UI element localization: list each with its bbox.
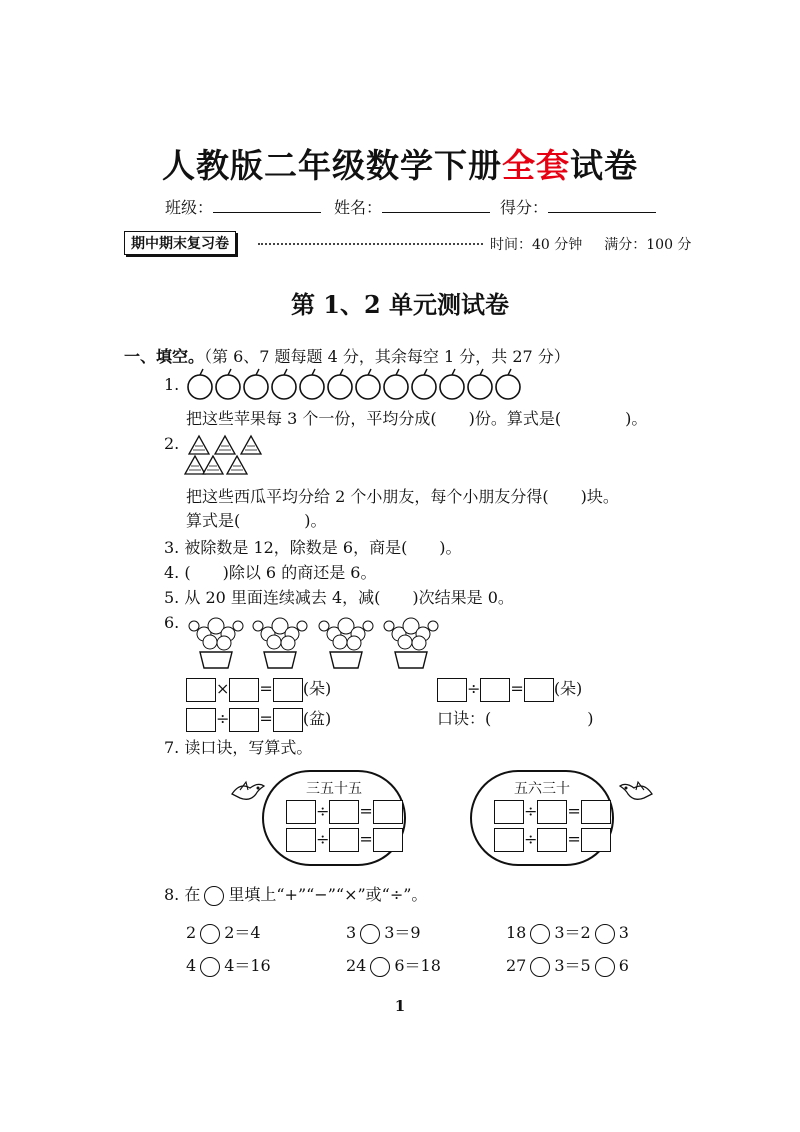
answer-box[interactable]: [273, 678, 303, 702]
answer-box[interactable]: [494, 800, 524, 824]
dotted-divider: [258, 243, 483, 245]
q8-rest: 里填上“+”“−”“×”或“÷”。: [228, 885, 428, 904]
answer-box[interactable]: [229, 708, 259, 732]
q4-text: 4. ( )除以 6 的商还是 6。: [164, 563, 377, 582]
watermelon-slice-icon: [185, 456, 205, 474]
operand: 4＝16: [224, 956, 271, 975]
operand: 3: [618, 923, 629, 942]
apple-icon: [300, 369, 324, 399]
bird-icon: [228, 776, 268, 806]
operand: 18: [506, 923, 527, 942]
watermelon-slice-icon: [189, 436, 209, 454]
answer-box[interactable]: [537, 828, 567, 852]
apple-icon: [216, 369, 240, 399]
equals-sign: =: [359, 801, 373, 821]
time-label: 时间：40 分钟: [490, 237, 583, 253]
time-info: [490, 234, 691, 254]
unit-subtitle: 第 1、2 单元测试卷: [290, 290, 510, 319]
q1-number: 1.: [164, 375, 180, 394]
q8-lead: 8. 在: [164, 885, 201, 904]
operand: 3＝2: [554, 923, 591, 942]
answer-box[interactable]: [524, 678, 554, 702]
q3-text: 3. 被除数是 12，除数是 6，商是( )。: [164, 538, 462, 557]
answer-box[interactable]: [286, 800, 316, 824]
flowerpot-icon: [384, 618, 438, 668]
flowerpots-illustration: [186, 612, 446, 670]
answer-circle[interactable]: [200, 924, 220, 944]
answer-box[interactable]: [186, 678, 216, 702]
apple-icon: [188, 369, 212, 399]
answer-box[interactable]: [329, 800, 359, 824]
answer-box[interactable]: [373, 828, 403, 852]
operand: 3: [346, 923, 357, 942]
title-main: 人教版二年级数学下册: [162, 146, 502, 185]
full-score-label: 满分：100 分: [604, 237, 692, 253]
operand: 2＝4: [224, 923, 261, 942]
rhyme-cloud: [262, 770, 406, 866]
watermelon-slice-icon: [215, 436, 235, 454]
divide-sign: ÷: [316, 829, 330, 849]
watermelon-slice-icon: [203, 456, 223, 474]
answer-box[interactable]: [186, 708, 216, 732]
q6-equation-divide-pot: [186, 706, 331, 732]
operand: 3＝9: [384, 923, 421, 942]
answer-box[interactable]: [273, 708, 303, 732]
divide-sign: ÷: [216, 709, 230, 728]
apple-icon: [328, 369, 352, 399]
page-number: 1: [394, 997, 406, 1015]
q6-equation-multiply: [186, 676, 331, 702]
apple-icon: [244, 369, 268, 399]
equals-sign: =: [567, 801, 581, 821]
equals-sign: =: [359, 829, 373, 849]
rhyme-text: 五六三十: [514, 781, 570, 797]
apple-icon: [496, 369, 520, 399]
flowerpot-icon: [189, 618, 243, 668]
cloud-equation: [286, 828, 404, 852]
class-blank[interactable]: [213, 198, 321, 213]
rhyme-cloud: [470, 770, 614, 866]
answer-box[interactable]: [494, 828, 524, 852]
answer-box[interactable]: [286, 828, 316, 852]
answer-circle[interactable]: [595, 957, 615, 977]
bird-icon: [614, 776, 656, 806]
unit-flower: (朵): [553, 679, 583, 698]
score-field: [500, 195, 656, 218]
title-end: 试卷: [570, 146, 638, 185]
watermelons-illustration: [183, 432, 273, 478]
q1-text: 把这些苹果每 3 个一份，平均分成( )份。算式是( )。: [186, 409, 648, 428]
cloud-equation: [494, 828, 612, 852]
q5-text: 5. 从 20 里面连续减去 4，减( )次结果是 0。: [164, 588, 514, 607]
answer-circle[interactable]: [530, 957, 550, 977]
q8-text: [164, 884, 427, 906]
multiply-sign: ×: [216, 679, 230, 698]
q8-item: [506, 955, 629, 977]
blank-circle: [204, 886, 224, 906]
equals-sign: =: [259, 679, 273, 698]
flowerpot-icon: [319, 618, 373, 668]
q2-text-1: 把这些西瓜平均分给 2 个小朋友，每个小朋友分得( )块。: [186, 487, 619, 506]
operand: 6＝18: [394, 956, 441, 975]
section-note: （第 6、7 题每题 4 分，其余每空 1 分，共 27 分）: [204, 347, 570, 366]
operand: 27: [506, 956, 527, 975]
operand: 6: [618, 956, 629, 975]
class-field: [165, 195, 321, 218]
name-label: 姓名：: [334, 198, 383, 217]
apple-icon: [468, 369, 492, 399]
divide-sign: ÷: [316, 801, 330, 821]
operand: 24: [346, 956, 367, 975]
equals-sign: =: [510, 679, 524, 698]
q8-item: [506, 922, 629, 944]
divide-sign: ÷: [524, 829, 538, 849]
name-field: [334, 195, 490, 218]
answer-circle[interactable]: [370, 957, 390, 977]
flowerpot-icon: [253, 618, 307, 668]
answer-box[interactable]: [537, 800, 567, 824]
name-blank[interactable]: [382, 198, 490, 213]
answer-box[interactable]: [373, 800, 403, 824]
section-title: 一、填空。: [124, 347, 205, 366]
apple-icon: [356, 369, 380, 399]
answer-box[interactable]: [329, 828, 359, 852]
answer-box[interactable]: [480, 678, 510, 702]
q6-formula: 口诀：( ): [437, 709, 594, 728]
q6-number: 6.: [164, 613, 180, 632]
answer-circle[interactable]: [200, 957, 220, 977]
unit-flower: (朵): [302, 679, 332, 698]
q8-item: [186, 955, 271, 977]
answer-circle[interactable]: [530, 924, 550, 944]
rhyme-text: 三五十五: [306, 781, 362, 797]
page-title: [0, 140, 800, 187]
apple-icon: [384, 369, 408, 399]
answer-circle[interactable]: [360, 924, 380, 944]
equals-sign: =: [259, 709, 273, 728]
q2-number: 2.: [164, 434, 180, 453]
cloud-equation: [494, 800, 612, 824]
apple-icon: [412, 369, 436, 399]
divide-sign: ÷: [524, 801, 538, 821]
divide-sign: ÷: [467, 679, 481, 698]
operand: 2: [186, 923, 197, 942]
apple-icon: [440, 369, 464, 399]
q6-equation-divide-flower: [437, 676, 582, 702]
answer-box[interactable]: [229, 678, 259, 702]
answer-circle[interactable]: [595, 924, 615, 944]
title-red: 全套: [502, 146, 570, 185]
class-label: 班级：: [165, 198, 214, 217]
q8-item: [186, 922, 261, 944]
section-heading: [124, 346, 570, 368]
cloud-equation: [286, 800, 404, 824]
watermelon-slice-icon: [227, 456, 247, 474]
answer-box[interactable]: [437, 678, 467, 702]
score-blank[interactable]: [548, 198, 656, 213]
q8-item: [346, 922, 421, 944]
apples-illustration: [184, 366, 536, 402]
review-tag: 期中期末复习卷: [124, 231, 236, 255]
q7-text: 7. 读口诀，写算式。: [164, 738, 313, 757]
q2-text-2: 算式是( )。: [186, 511, 327, 530]
operand: 4: [186, 956, 197, 975]
q8-item: [346, 955, 441, 977]
operand: 3＝5: [554, 956, 591, 975]
answer-box[interactable]: [581, 800, 611, 824]
answer-box[interactable]: [581, 828, 611, 852]
score-label: 得分：: [500, 198, 549, 217]
unit-pot: (盆): [302, 709, 332, 728]
equals-sign: =: [567, 829, 581, 849]
apple-icon: [272, 369, 296, 399]
watermelon-slice-icon: [241, 436, 261, 454]
